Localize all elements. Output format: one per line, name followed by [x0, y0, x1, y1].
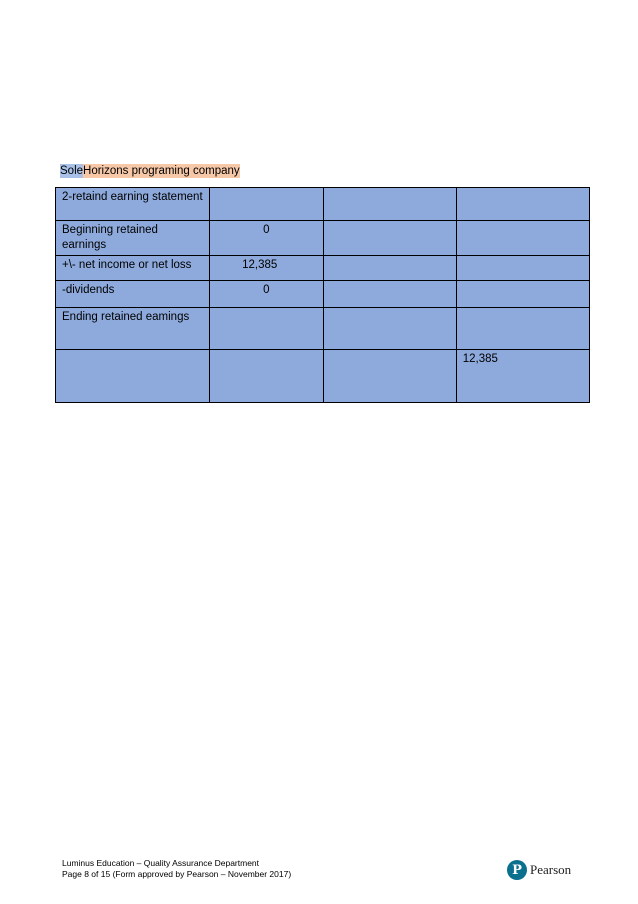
table-cell: [210, 350, 323, 403]
table-cell: Ending retained eamings: [56, 308, 210, 350]
table-row: [56, 281, 590, 308]
table-cell: -dividends: [56, 281, 210, 308]
table-cell: [323, 256, 456, 281]
table-cell: [323, 221, 456, 256]
table-cell: [323, 188, 456, 221]
table-cell: 12,385: [456, 350, 589, 403]
table-cell: [210, 308, 323, 350]
table-cell: [323, 308, 456, 350]
table-cell: [456, 188, 589, 221]
table-row: [56, 350, 590, 403]
company-name-part1: Sole: [60, 165, 84, 177]
table-row: [56, 256, 590, 281]
table-cell: 0: [210, 221, 323, 256]
table-cell: [456, 221, 589, 256]
page-footer: [62, 858, 291, 880]
table-row: [56, 188, 590, 221]
company-name-part2: Horizons programing company: [83, 165, 240, 177]
table-cell: [456, 281, 589, 308]
table-cell: [56, 350, 210, 403]
company-name: [60, 164, 240, 179]
pearson-logo-text: Pearson: [530, 862, 572, 877]
table-cell: +\- net income or net loss: [56, 256, 210, 281]
footer-department: Luminus Education – Quality Assurance Department: [62, 858, 260, 868]
table-cell: 0: [210, 281, 323, 308]
table-row: [56, 221, 590, 256]
table-cell: [456, 256, 589, 281]
table-cell: [323, 350, 456, 403]
table-row: [56, 308, 590, 350]
retained-earnings-table: [55, 187, 590, 403]
table-cell: 12,385: [210, 256, 323, 281]
pearson-logo: [507, 860, 571, 880]
table-cell: [323, 281, 456, 308]
footer-page-info: Page 8 of 15 (Form approved by Pearson – November 2017): [62, 869, 292, 879]
table-cell: 2-retaind earning statement: [56, 188, 210, 221]
table-cell: [210, 188, 323, 221]
pearson-p-icon: P: [507, 860, 527, 880]
table-cell: Beginning retained earnings: [56, 221, 210, 256]
table-cell: [456, 308, 589, 350]
